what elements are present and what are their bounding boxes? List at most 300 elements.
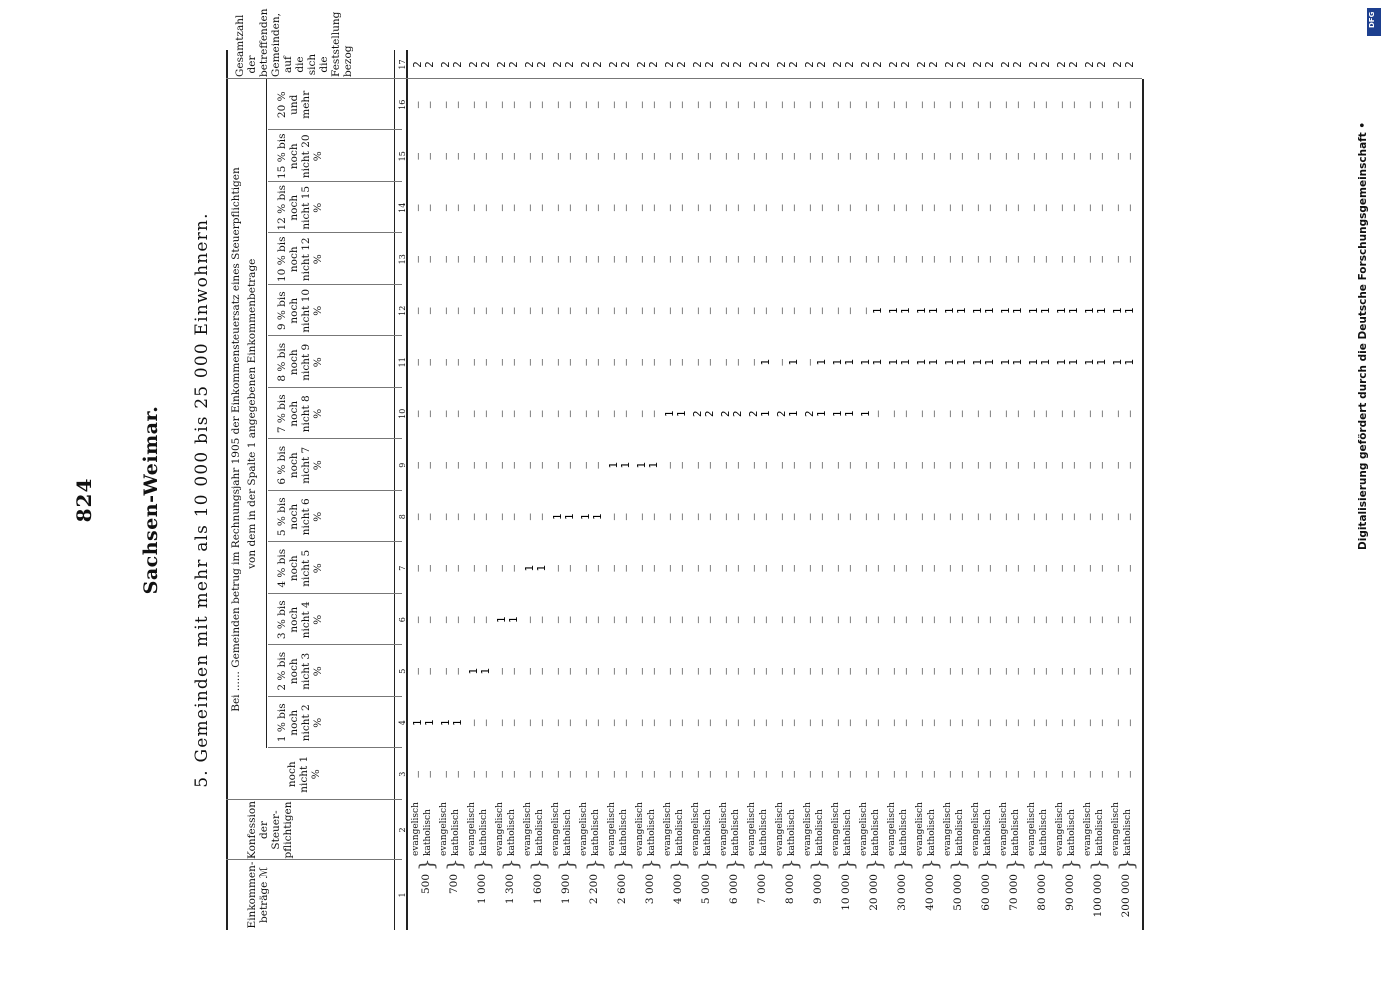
- rate-cell: —: [843, 616, 856, 624]
- rate-cell: 1: [1011, 358, 1024, 366]
- rate-cell: —: [495, 719, 508, 727]
- rate-cell: —: [423, 667, 436, 675]
- rate-cell: —: [1123, 770, 1136, 778]
- rate-cell: —: [1011, 410, 1024, 418]
- column-number: 12: [398, 305, 407, 316]
- rate-cell: —: [535, 307, 548, 315]
- total-cell: 2: [647, 61, 660, 68]
- rate-cell: —: [719, 719, 732, 727]
- rate-cell: —: [859, 719, 872, 727]
- rate-cell: —: [535, 616, 548, 624]
- rate-cell: —: [563, 358, 576, 366]
- rate-cell: —: [787, 564, 800, 572]
- total-cell: 2: [1123, 61, 1136, 68]
- rate-cell: —: [563, 255, 576, 263]
- rate-cell: —: [411, 204, 424, 212]
- rate-cell: —: [1011, 770, 1024, 778]
- rate-cell: —: [759, 461, 772, 469]
- total-cell: 2: [675, 61, 688, 68]
- rate-cell: —: [759, 204, 772, 212]
- rate-cell: —: [451, 513, 464, 521]
- rate-cell: —: [635, 307, 648, 315]
- rate-cell: —: [915, 564, 928, 572]
- rate-cell: 1: [1055, 307, 1068, 315]
- rate-cell: —: [439, 461, 452, 469]
- rate-cell: —: [971, 513, 984, 521]
- rate-cell: —: [423, 513, 436, 521]
- total-cell: 2: [507, 61, 520, 68]
- rate-cell: 1: [887, 307, 900, 315]
- total-cell: 2: [1027, 61, 1040, 68]
- rate-cell: —: [803, 616, 816, 624]
- rate-cell: —: [411, 513, 424, 521]
- rate-cell: —: [703, 461, 716, 469]
- rate-cell: —: [843, 719, 856, 727]
- confession-label: evangelisch: [803, 802, 813, 856]
- confession-label: evangelisch: [663, 802, 673, 856]
- rate-cell: —: [803, 152, 816, 160]
- rate-cell: —: [927, 101, 940, 109]
- confession-label: evangelisch: [971, 802, 981, 856]
- rate-cell: —: [1039, 255, 1052, 263]
- rate-cell: —: [635, 770, 648, 778]
- table-bottom-rule: [1142, 79, 1144, 930]
- rate-cell: —: [871, 410, 884, 418]
- rate-cell: 1: [507, 616, 520, 624]
- rate-cell: —: [999, 616, 1012, 624]
- rate-cell: —: [1027, 152, 1040, 160]
- group-header-rule: [266, 79, 267, 749]
- rate-cell: —: [787, 461, 800, 469]
- rate-cell: —: [747, 255, 760, 263]
- rate-cell: —: [1027, 667, 1040, 675]
- rate-cell: 1: [759, 410, 772, 418]
- confession-label: katholisch: [423, 809, 433, 856]
- rate-cell: —: [1111, 101, 1124, 109]
- column-rule: [268, 284, 402, 285]
- rate-cell: —: [703, 616, 716, 624]
- rate-cell: —: [675, 513, 688, 521]
- rate-cell: 2: [719, 410, 732, 418]
- rate-cell: —: [747, 152, 760, 160]
- page-number: [72, 470, 96, 530]
- rate-cell: 1: [859, 410, 872, 418]
- rate-cell: —: [747, 101, 760, 109]
- rate-cell: —: [535, 101, 548, 109]
- income-value: 20 000: [868, 874, 880, 911]
- rate-cell: —: [955, 255, 968, 263]
- total-cell: 2: [731, 61, 744, 68]
- rate-cell: —: [439, 101, 452, 109]
- rate-cell: —: [607, 204, 620, 212]
- header-income: Einkommen-beträge ℳ: [246, 861, 270, 929]
- rate-cell: —: [451, 461, 464, 469]
- rate-cell: —: [1111, 513, 1124, 521]
- confession-label: evangelisch: [635, 802, 645, 856]
- rate-cell: —: [439, 410, 452, 418]
- confession-label: evangelisch: [439, 802, 449, 856]
- rate-cell: —: [675, 616, 688, 624]
- rate-cell: —: [1083, 770, 1096, 778]
- rate-cell: —: [591, 616, 604, 624]
- brace: }: [862, 858, 886, 871]
- rate-cell: —: [523, 255, 536, 263]
- rate-cell: —: [635, 101, 648, 109]
- rate-cell: —: [535, 667, 548, 675]
- rate-cell: —: [551, 461, 564, 469]
- rate-cell: —: [971, 667, 984, 675]
- rate-cell: —: [551, 719, 564, 727]
- rate-cell: —: [579, 358, 592, 366]
- brace: }: [1058, 858, 1082, 871]
- income-value: 500: [420, 874, 432, 895]
- rate-cell: —: [747, 204, 760, 212]
- rate-cell: —: [635, 513, 648, 521]
- rate-cell: —: [467, 204, 480, 212]
- rate-cell: —: [815, 307, 828, 315]
- rate-cell: —: [887, 101, 900, 109]
- rate-cell: —: [663, 770, 676, 778]
- total-cell: 2: [535, 61, 548, 68]
- brace: }: [638, 858, 662, 871]
- rate-cell: —: [551, 564, 564, 572]
- rate-cell: —: [899, 513, 912, 521]
- rate-cell: —: [551, 255, 564, 263]
- rate-cell: —: [887, 255, 900, 263]
- rate-cell: —: [887, 152, 900, 160]
- rate-cell: —: [831, 564, 844, 572]
- rate-cell: —: [747, 667, 760, 675]
- confession-label: katholisch: [647, 809, 657, 856]
- rate-cell: —: [495, 564, 508, 572]
- rate-cell: —: [887, 410, 900, 418]
- column-rule: [268, 645, 402, 646]
- header-group-sub: von dem in der Spalte 1 angegebenen Einkommenbetrage: [246, 258, 258, 569]
- rate-cell: —: [1039, 152, 1052, 160]
- rate-cell: —: [731, 152, 744, 160]
- rate-cell: —: [843, 564, 856, 572]
- rate-cell: —: [551, 358, 564, 366]
- rate-cell: —: [451, 307, 464, 315]
- rate-cell: 1: [971, 358, 984, 366]
- rate-cell: —: [775, 667, 788, 675]
- rate-cell: —: [507, 255, 520, 263]
- rate-cell: —: [927, 616, 940, 624]
- rate-cell: 1: [871, 358, 884, 366]
- rate-cell: —: [859, 616, 872, 624]
- rate-cell: —: [843, 255, 856, 263]
- statistics-table: [226, 8, 1138, 930]
- rate-cell: —: [535, 255, 548, 263]
- rate-cell: —: [507, 719, 520, 727]
- rate-cell: —: [1095, 204, 1108, 212]
- rate-cell: —: [691, 152, 704, 160]
- rate-cell: —: [1095, 461, 1108, 469]
- rate-cell: —: [647, 513, 660, 521]
- rate-cell: 1: [411, 719, 424, 727]
- rate-cell: —: [551, 616, 564, 624]
- rate-cell: 1: [943, 307, 956, 315]
- confession-label: katholisch: [479, 809, 489, 856]
- rate-cell: —: [411, 255, 424, 263]
- total-cell: 2: [439, 61, 452, 68]
- rate-cell: —: [619, 101, 632, 109]
- rate-cell: —: [619, 616, 632, 624]
- rate-cell: —: [927, 204, 940, 212]
- rate-cell: —: [831, 101, 844, 109]
- brace: }: [1030, 858, 1054, 871]
- rate-cell: —: [423, 307, 436, 315]
- confession-label: katholisch: [983, 809, 993, 856]
- rate-cell: —: [1095, 770, 1108, 778]
- rate-cell: —: [871, 101, 884, 109]
- total-cell: 2: [999, 61, 1012, 68]
- rate-cell: —: [607, 152, 620, 160]
- rate-cell: 1: [1095, 307, 1108, 315]
- header-rate-col: 20 % und mehr: [276, 90, 312, 119]
- rate-cell: —: [787, 101, 800, 109]
- rate-cell: —: [927, 410, 940, 418]
- rate-cell: 1: [943, 358, 956, 366]
- rate-cell: —: [411, 101, 424, 109]
- rate-cell: —: [775, 770, 788, 778]
- rate-cell: —: [1111, 719, 1124, 727]
- rate-cell: —: [675, 152, 688, 160]
- rate-cell: —: [495, 307, 508, 315]
- header-confession: Konfession der Steuer-pflichtigen: [246, 801, 294, 859]
- rate-cell: —: [1067, 719, 1080, 727]
- total-cell: 2: [551, 61, 564, 68]
- rate-cell: 1: [1083, 358, 1096, 366]
- rate-cell: —: [719, 358, 732, 366]
- rate-cell: —: [495, 204, 508, 212]
- rate-cell: —: [451, 152, 464, 160]
- rate-cell: —: [591, 719, 604, 727]
- rate-cell: —: [523, 204, 536, 212]
- rate-cell: —: [943, 719, 956, 727]
- rate-cell: —: [759, 255, 772, 263]
- rate-cell: —: [467, 358, 480, 366]
- income-value: 200 000: [1120, 874, 1132, 918]
- rate-cell: —: [943, 667, 956, 675]
- rate-cell: —: [635, 204, 648, 212]
- total-cell: 2: [759, 61, 772, 68]
- brace: }: [722, 858, 746, 871]
- rate-cell: —: [479, 564, 492, 572]
- rate-cell: —: [1123, 564, 1136, 572]
- rate-cell: 1: [983, 307, 996, 315]
- rate-cell: —: [887, 719, 900, 727]
- rate-cell: —: [999, 770, 1012, 778]
- rate-cell: —: [999, 101, 1012, 109]
- total-cell: 2: [803, 61, 816, 68]
- income-value: 3 000: [644, 874, 656, 905]
- confession-label: katholisch: [703, 809, 713, 856]
- rate-cell: —: [423, 255, 436, 263]
- confession-label: katholisch: [1011, 809, 1021, 856]
- rate-cell: —: [971, 719, 984, 727]
- rate-cell: —: [663, 152, 676, 160]
- rate-cell: —: [915, 410, 928, 418]
- income-value: 8 000: [784, 874, 796, 905]
- rate-cell: —: [495, 410, 508, 418]
- confession-label: katholisch: [787, 809, 797, 856]
- table-top-rule: [226, 50, 228, 930]
- rate-cell: 1: [607, 461, 620, 469]
- rate-cell: —: [815, 461, 828, 469]
- rate-cell: —: [843, 770, 856, 778]
- rate-cell: —: [815, 204, 828, 212]
- rate-cell: —: [759, 719, 772, 727]
- rate-cell: 1: [859, 358, 872, 366]
- rate-cell: —: [1095, 410, 1108, 418]
- total-cell: 2: [591, 61, 604, 68]
- rate-cell: —: [411, 410, 424, 418]
- rate-cell: 1: [535, 564, 548, 572]
- rate-cell: —: [943, 410, 956, 418]
- header-rate-col: noch nicht 1 %: [286, 755, 322, 793]
- rate-cell: —: [747, 307, 760, 315]
- rate-cell: —: [775, 719, 788, 727]
- rate-cell: —: [719, 770, 732, 778]
- rate-cell: 2: [803, 410, 816, 418]
- rate-cell: —: [591, 204, 604, 212]
- income-value: 2 600: [616, 874, 628, 905]
- rate-cell: —: [1083, 461, 1096, 469]
- rate-cell: —: [1083, 255, 1096, 263]
- rate-cell: —: [815, 564, 828, 572]
- rate-cell: —: [831, 513, 844, 521]
- rate-cell: —: [1083, 410, 1096, 418]
- rate-cell: —: [983, 616, 996, 624]
- rate-cell: —: [619, 255, 632, 263]
- rate-cell: —: [859, 564, 872, 572]
- rate-cell: 1: [983, 358, 996, 366]
- rate-cell: —: [775, 101, 788, 109]
- rate-cell: 1: [1111, 307, 1124, 315]
- total-cell: 2: [479, 61, 492, 68]
- rate-cell: —: [971, 564, 984, 572]
- rate-cell: —: [675, 358, 688, 366]
- rate-cell: —: [619, 513, 632, 521]
- total-cell: 2: [787, 61, 800, 68]
- rate-cell: —: [691, 564, 704, 572]
- rate-cell: —: [535, 770, 548, 778]
- rate-cell: —: [663, 204, 676, 212]
- rate-cell: —: [775, 255, 788, 263]
- rate-cell: 1: [999, 307, 1012, 315]
- rate-cell: 1: [1067, 358, 1080, 366]
- income-value: 100 000: [1092, 874, 1104, 918]
- rate-cell: —: [787, 719, 800, 727]
- rate-cell: —: [451, 255, 464, 263]
- rate-cell: —: [579, 719, 592, 727]
- rate-cell: —: [591, 152, 604, 160]
- rate-cell: —: [1111, 616, 1124, 624]
- rate-cell: —: [899, 719, 912, 727]
- rate-cell: —: [1083, 564, 1096, 572]
- rate-cell: —: [803, 667, 816, 675]
- rate-cell: —: [703, 513, 716, 521]
- rate-cell: —: [1039, 667, 1052, 675]
- rate-cell: —: [871, 513, 884, 521]
- rate-cell: —: [647, 152, 660, 160]
- rate-cell: —: [803, 513, 816, 521]
- total-cell: 2: [635, 61, 648, 68]
- column-number: 7: [398, 565, 407, 571]
- brace: }: [918, 858, 942, 871]
- rate-cell: —: [1123, 204, 1136, 212]
- confession-label: evangelisch: [747, 802, 757, 856]
- rate-cell: —: [1095, 255, 1108, 263]
- rate-cell: —: [423, 564, 436, 572]
- rate-cell: —: [523, 770, 536, 778]
- rate-cell: —: [579, 204, 592, 212]
- rate-cell: —: [551, 101, 564, 109]
- rate-cell: —: [439, 255, 452, 263]
- rate-cell: —: [479, 719, 492, 727]
- rate-cell: —: [507, 358, 520, 366]
- income-value: 60 000: [980, 874, 992, 911]
- confession-label: katholisch: [507, 809, 517, 856]
- rate-cell: —: [439, 770, 452, 778]
- rate-cell: —: [955, 564, 968, 572]
- rate-cell: —: [579, 410, 592, 418]
- rate-cell: 1: [675, 410, 688, 418]
- rate-cell: —: [871, 152, 884, 160]
- rate-cell: —: [663, 358, 676, 366]
- confession-label: katholisch: [759, 809, 769, 856]
- rate-cell: —: [719, 564, 732, 572]
- rate-cell: —: [619, 564, 632, 572]
- rate-cell: —: [775, 564, 788, 572]
- column-number: 8: [398, 514, 407, 520]
- rate-cell: —: [859, 204, 872, 212]
- rate-cell: —: [1123, 152, 1136, 160]
- rate-cell: —: [691, 204, 704, 212]
- rate-cell: —: [943, 255, 956, 263]
- rate-cell: —: [775, 513, 788, 521]
- rate-cell: 1: [467, 667, 480, 675]
- rate-cell: —: [1039, 770, 1052, 778]
- rate-cell: —: [1027, 719, 1040, 727]
- total-cell: 2: [563, 61, 576, 68]
- rate-cell: —: [479, 204, 492, 212]
- income-value: 1 600: [532, 874, 544, 905]
- header-rate-col: 3 % bis noch nicht 4 %: [276, 600, 324, 640]
- rate-cell: —: [871, 616, 884, 624]
- rate-cell: —: [731, 461, 744, 469]
- rate-cell: —: [607, 719, 620, 727]
- rate-cell: —: [451, 564, 464, 572]
- brace: }: [834, 858, 858, 871]
- rate-cell: 1: [1011, 307, 1024, 315]
- rate-cell: 1: [523, 564, 536, 572]
- rate-cell: —: [859, 667, 872, 675]
- rate-cell: —: [439, 667, 452, 675]
- rate-cell: —: [1111, 667, 1124, 675]
- rate-cell: —: [927, 770, 940, 778]
- rate-cell: —: [927, 719, 940, 727]
- rate-cell: —: [507, 770, 520, 778]
- rate-cell: —: [983, 101, 996, 109]
- rate-cell: —: [1011, 616, 1024, 624]
- total-cell: 2: [579, 61, 592, 68]
- rate-cell: —: [943, 152, 956, 160]
- rate-cell: —: [675, 307, 688, 315]
- rate-cell: —: [1123, 513, 1136, 521]
- rate-cell: 1: [619, 461, 632, 469]
